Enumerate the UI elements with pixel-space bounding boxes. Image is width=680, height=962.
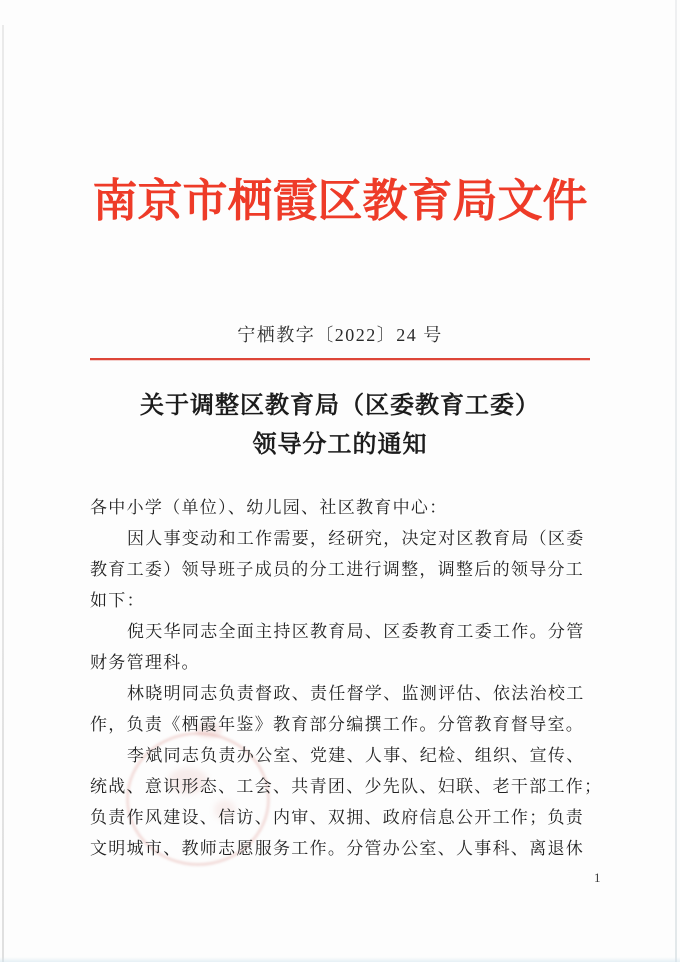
document-body <box>90 492 603 864</box>
body-line: 因人事变动和工作需要，经研究，决定对区教育局（区委 <box>127 529 585 548</box>
body-line: 倪天华同志全面主持区教育局、区委教育工委工作。分管 <box>127 622 585 641</box>
body-line: 林晓明同志负责督政、责任督学、监测评估、依法治校工 <box>127 684 585 703</box>
scan-edge-bottom <box>0 957 680 962</box>
body-line: 文明城市、教师志愿服务工作。分管办公室、人事科、离退休 <box>90 839 585 858</box>
body-line: 如下： <box>90 591 145 610</box>
body-line: 李斌同志负责办公室、党建、人事、纪检、组织、宣传、 <box>127 746 585 765</box>
document-title <box>0 387 680 465</box>
body-line: 作，负责《栖霞年鉴》教育部分编撰工作。分管教育督导室。 <box>90 715 585 734</box>
page-number: 1 <box>594 870 601 885</box>
body-line-salutation: 各中小学（单位）、幼儿园、社区教育中心： <box>90 498 448 517</box>
red-separator-rule <box>90 358 590 360</box>
document-title-line-1: 关于调整区教育局（区委教育工委） <box>140 393 540 419</box>
scan-edge-right <box>675 0 677 962</box>
document-reference-number: 宁栖教字〔2022〕24 号 <box>237 325 443 345</box>
document-title-line-2: 领导分工的通知 <box>252 432 428 458</box>
body-line: 财务管理科。 <box>90 653 200 672</box>
body-line: 统战、意识形态、工会、共青团、少先队、妇联、老干部工作； <box>90 777 603 796</box>
body-line: 教育工委）领导班子成员的分工进行调整，调整后的领导分工 <box>90 560 585 579</box>
agency-letterhead-title: 南京市栖霞区教育局文件 <box>92 176 588 226</box>
body-line: 负责作风建设、信访、内审、双拥、政府信息公开工作；负责 <box>90 808 585 827</box>
scan-edge-left <box>2 25 4 962</box>
